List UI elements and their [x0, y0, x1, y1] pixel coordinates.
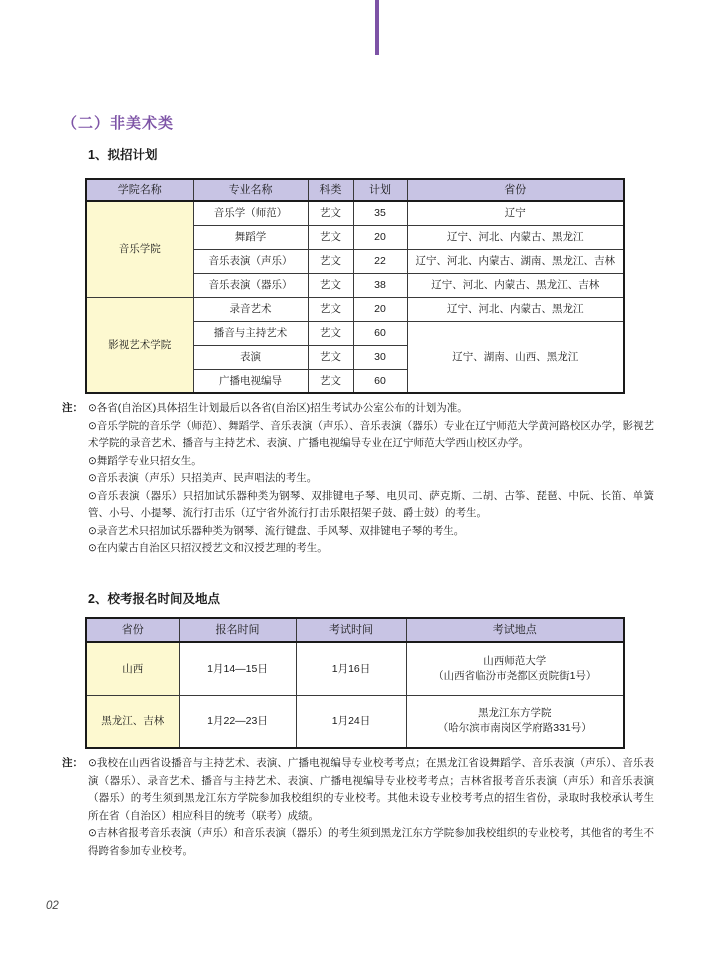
registration-time-cell: 1月22—23日: [179, 695, 296, 748]
major-cell: 音乐表演（声乐）: [193, 249, 308, 273]
provinces-cell: 辽宁、河北、内蒙古、湖南、黑龙江、吉林: [407, 249, 624, 273]
location-name: 黑龙江东方学院: [478, 707, 552, 720]
provinces-cell: 辽宁、河北、内蒙古、黑龙江: [407, 297, 624, 321]
section-title: （二）非美术类: [62, 115, 175, 132]
plan-cell: 30: [353, 345, 407, 369]
exam-schedule-table: [85, 617, 625, 749]
note-item: ⊙录音艺术只招加试乐器种类为钢琴、流行键盘、手风琴、双排键电子琴的考生。: [88, 524, 465, 537]
province-cell: 黑龙江、吉林: [86, 695, 179, 748]
location-address: （山西省临汾市尧都区贡院街1号）: [433, 669, 597, 682]
page-number: 02: [46, 900, 59, 912]
category-cell: 艺文: [308, 201, 353, 225]
page-top-divider-mark: [375, 0, 379, 55]
note-item: ⊙各省(自治区)具体招生计划最后以各省(自治区)招生考试办公室公布的计划为准。: [88, 402, 468, 414]
note-item: ⊙音乐表演（声乐）只招美声、民声唱法的考生。: [88, 472, 318, 484]
notes-block-2: [62, 755, 654, 860]
subsection-2-heading: 2、校考报名时间及地点: [88, 592, 220, 606]
column-header-registration-time: 报名时间: [179, 618, 296, 642]
registration-time-cell: 1月14—15日: [179, 642, 296, 695]
table-row: [86, 201, 624, 225]
table-header-row: [86, 618, 624, 642]
college-cell: 音乐学院: [86, 201, 193, 297]
plan-cell: 20: [353, 225, 407, 249]
province-cell: 山西: [86, 642, 179, 695]
table-row: [86, 642, 624, 695]
category-cell: 艺文: [308, 321, 353, 345]
plan-cell: 35: [353, 201, 407, 225]
column-header-college: 学院名称: [86, 179, 193, 201]
enrollment-plan-table: [85, 178, 625, 394]
table-row: [86, 297, 624, 321]
provinces-cell: 辽宁: [407, 201, 624, 225]
notes-body: [88, 400, 654, 558]
location-address: （哈尔滨市南岗区学府路331号）: [437, 722, 592, 735]
category-cell: 艺文: [308, 345, 353, 369]
notes-block-1: [62, 400, 654, 558]
column-header-category: 科类: [308, 179, 353, 201]
note-item: ⊙在内蒙古自治区只招汉授艺文和汉授艺理的考生。: [88, 542, 328, 554]
plan-cell: 38: [353, 273, 407, 297]
major-cell: 音乐学（师范）: [193, 201, 308, 225]
major-cell: 舞蹈学: [193, 225, 308, 249]
subsection-1-heading: 1、拟招计划: [88, 148, 158, 162]
table-header-row: [86, 179, 624, 201]
provinces-cell: 辽宁、河北、内蒙古、黑龙江、吉林: [407, 273, 624, 297]
column-header-province: 省份: [86, 618, 179, 642]
column-header-plan: 计划: [353, 179, 407, 201]
notes-body: [88, 755, 654, 860]
note-item: ⊙音乐表演（器乐）只招加试乐器种类为钢琴、双排键电子琴、电贝司、萨克斯、二胡、古筝、琵琶、中阮、长笛、单簧管、小号、小提琴、流行打击乐（辽宁省外流行打击乐限招架子鼓、爵士鼓）的考生。: [88, 489, 654, 519]
notes-label: 注：: [62, 402, 83, 414]
column-header-provinces: 省份: [407, 179, 624, 201]
major-cell: 播音与主持艺术: [193, 321, 308, 345]
major-cell: 表演: [193, 345, 308, 369]
plan-cell: 20: [353, 297, 407, 321]
category-cell: 艺文: [308, 369, 353, 393]
provinces-cell: 辽宁、河北、内蒙古、黑龙江: [407, 225, 624, 249]
category-cell: 艺文: [308, 297, 353, 321]
note-item: ⊙音乐学院的音乐学（师范）、舞蹈学、音乐表演（声乐）、音乐表演（器乐）专业在辽宁师范大学黄河路校区办学，影视艺术学院的录音艺术、播音与主持艺术、表演、广播电视编导专业在辽宁师范大学西山校区办学。: [88, 419, 654, 449]
major-cell: 广播电视编导: [193, 369, 308, 393]
provinces-cell: 辽宁、湖南、山西、黑龙江: [407, 321, 624, 393]
major-cell: 录音艺术: [193, 297, 308, 321]
exam-location-cell: [406, 695, 624, 748]
exam-time-cell: 1月16日: [296, 642, 406, 695]
category-cell: 艺文: [308, 273, 353, 297]
plan-cell: 22: [353, 249, 407, 273]
plan-cell: 60: [353, 369, 407, 393]
note-item: ⊙吉林省报考音乐表演（声乐）和音乐表演（器乐）的考生须到黑龙江东方学院参加我校组织的专业校考，其他省的考生不得跨省参加专业校考。: [88, 827, 654, 857]
column-header-exam-time: 考试时间: [296, 618, 406, 642]
plan-cell: 60: [353, 321, 407, 345]
major-cell: 音乐表演（器乐）: [193, 273, 308, 297]
exam-time-cell: 1月24日: [296, 695, 406, 748]
notes-label: 注：: [62, 757, 83, 769]
column-header-major: 专业名称: [193, 179, 308, 201]
column-header-exam-location: 考试地点: [406, 618, 624, 642]
category-cell: 艺文: [308, 225, 353, 249]
college-cell: 影视艺术学院: [86, 297, 193, 393]
exam-location-cell: [406, 642, 624, 695]
category-cell: 艺文: [308, 249, 353, 273]
note-item: ⊙我校在山西省设播音与主持艺术、表演、广播电视编导专业校考考点；在黑龙江省设舞蹈学、音乐表演（声乐）、音乐表演（器乐）、录音艺术、播音与主持艺术、表演、广播电视编导专业校考考点；吉林省报考音乐表演（声乐）和音乐表演（器乐）的考生须到黑龙江东方学院参加我校组织的专业校考。其他未设专业校考考点的招生省份，录取时我校承认考生所在省（自治区）相应科目的统考（联考）成绩。: [88, 757, 654, 822]
location-name: 山西师范大学: [483, 654, 547, 667]
table-row: [86, 695, 624, 748]
note-item: ⊙舞蹈学专业只招女生。: [88, 454, 202, 467]
